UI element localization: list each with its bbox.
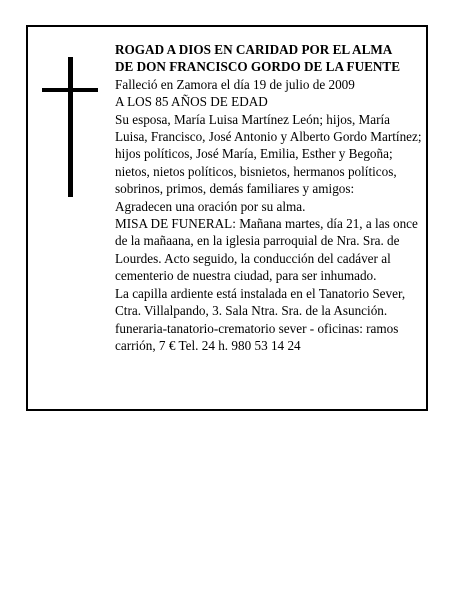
cross-horizontal-bar [42,88,98,92]
prayer-line: Agradecen una oración por su alma. [115,198,306,214]
cross-vertical-bar [68,57,73,197]
funeral-home-paragraph: funeraria-tanatorio-crematorio sever - oficinas: ramos carrión, 7 € Tel. 24 h. 980 53 14 24 [115,320,399,353]
age-line: A LOS 85 AÑOS DE EDAD [115,94,268,110]
heading-line-2: DE DON FRANCISCO GORDO DE LA FUENTE [115,59,401,75]
notice-text [115,41,425,354]
obituary-notice [26,25,428,411]
family-paragraph: Su esposa, María Luisa Martínez León; hijos, María Luisa, Francisco, José Antonio y Alberto Gordo Martínez; hijos políticos, José María, Emilia, Esther y Begoña; nietos, nietos políticos, bisnietos, hermanos políticos, sobrinos, primos, demás familiares y amigos: [115,111,422,197]
death-date-line: Falleció en Zamora el día 19 de julio de 2009 [115,76,355,92]
cross-icon [42,57,98,197]
funeral-mass-paragraph: MISA DE FUNERAL: Mañana martes, día 21, a las once de la mañaana, en la iglesia parroquial de Nra. Sra. de Lourdes. Acto seguido, la conducción del cadáver al cementerio de nuestra ciudad, para ser inhumado. [115,216,418,284]
chapel-paragraph: La capilla ardiente está instalada en el Tanatorio Sever, Ctra. Villalpando, 3. Sala Ntra. Sra. de la Asunción. [115,285,406,319]
heading-line-1: ROGAD A DIOS EN CARIDAD POR EL ALMA [115,42,393,57]
